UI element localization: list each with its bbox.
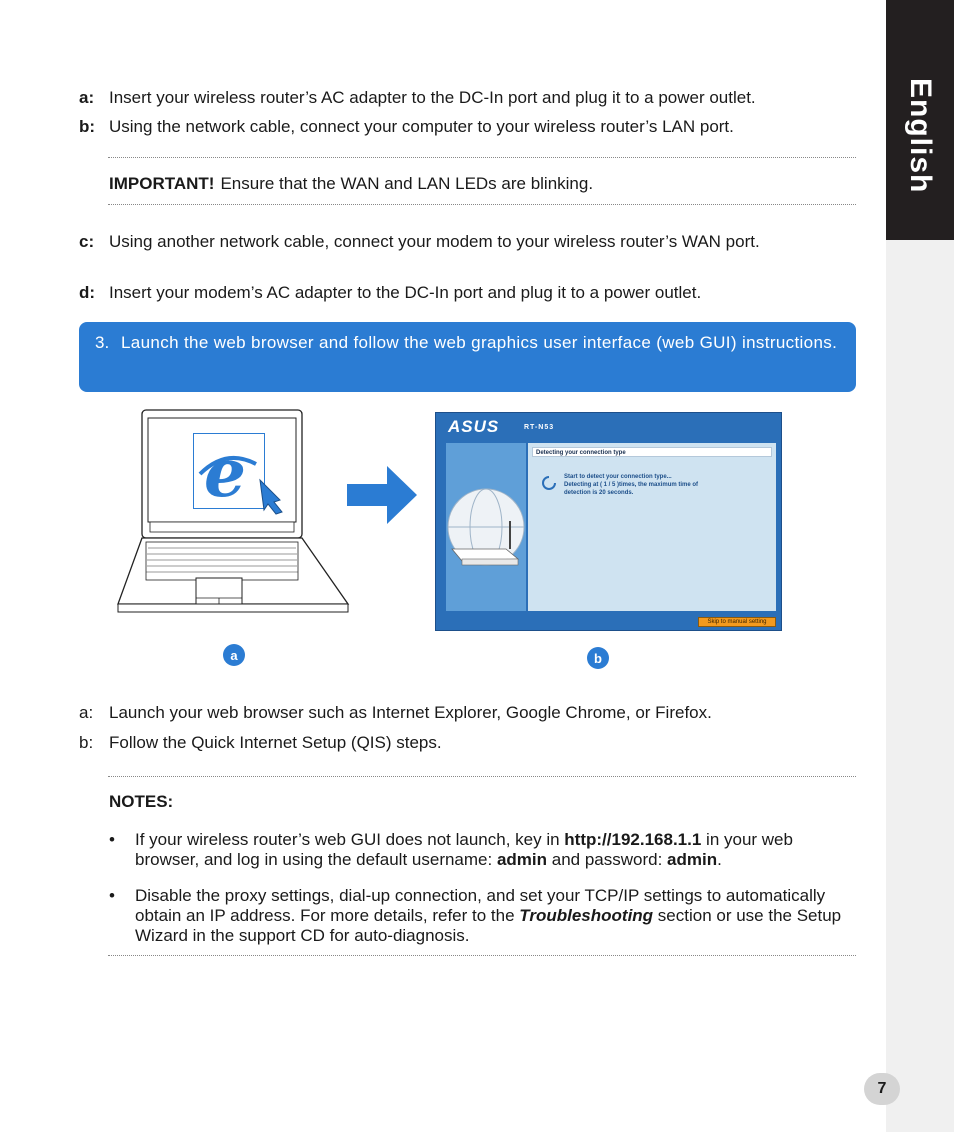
divider	[108, 204, 856, 205]
divider	[108, 157, 856, 158]
router-url: http://192.168.1.1	[564, 830, 702, 849]
note-fragment: If your wireless router’s web GUI does not launch, key in	[135, 830, 565, 849]
bullet-dot: •	[109, 886, 115, 905]
note-text	[135, 886, 857, 946]
arrow-right-icon	[347, 466, 417, 524]
default-password: admin	[667, 850, 718, 869]
note-fragment: and password:	[547, 850, 668, 869]
step-a	[79, 88, 859, 108]
step-text: Using the network cable, connect your computer to your wireless router’s LAN port.	[109, 117, 734, 136]
note-item	[109, 886, 857, 946]
svg-text:e: e	[204, 438, 246, 512]
figure-label-a: a	[223, 644, 245, 666]
divider	[108, 955, 856, 956]
step-b	[79, 117, 859, 137]
loading-spinner-icon	[542, 476, 556, 490]
note-fragment: section or use the Setup Wizard in the support CD for auto-diagnosis.	[135, 906, 842, 945]
asus-web-gui	[435, 412, 782, 631]
step-label: a:	[79, 88, 95, 107]
step-label: a:	[79, 703, 94, 722]
step-label: d:	[79, 283, 96, 302]
note-fragment: in your web browser, and log in using the default username:	[135, 830, 793, 869]
step-text: Insert your modem’s AC adapter to the DC-In port and plug it to a power outlet.	[109, 283, 702, 302]
step-text: Using another network cable, connect your modem to your wireless router’s WAN port.	[109, 232, 760, 251]
note-item	[109, 830, 857, 870]
step-text: Insert your wireless router’s AC adapter to the DC-In port and plug it to a power outlet.	[109, 88, 756, 107]
language-label: English	[904, 78, 937, 194]
step-label: c:	[79, 232, 95, 251]
important-note	[109, 174, 593, 194]
router-globe-illustration	[446, 443, 526, 611]
figure-label-b: b	[587, 647, 609, 669]
important-text: Ensure that the WAN and LAN LEDs are blinking.	[220, 174, 594, 193]
gui-message	[564, 473, 764, 497]
notes-title: NOTES:	[109, 792, 174, 811]
step-label: b:	[79, 117, 96, 136]
step-c	[79, 232, 859, 252]
important-label: IMPORTANT!	[109, 174, 215, 193]
gui-header	[436, 413, 781, 439]
gui-message-line: detection is 20 seconds.	[564, 490, 634, 496]
gui-illustration-panel	[446, 443, 526, 611]
gui-message-line: Start to detect your connection type...	[564, 474, 672, 480]
default-username: admin	[496, 850, 548, 869]
step-text: Follow the Quick Internet Setup (QIS) steps.	[109, 733, 442, 752]
step-number: 3.	[95, 333, 110, 352]
model-label: RT-N53	[524, 424, 555, 431]
gui-main-panel	[528, 443, 776, 611]
divider	[108, 776, 856, 777]
step-text: Launch your web browser such as Internet Explorer, Google Chrome, or Firefox.	[109, 703, 712, 722]
gui-message-line: Detecting at ( 1 / 5 )times, the maximum time of	[564, 482, 699, 488]
browser-icon	[198, 438, 288, 518]
note-text	[135, 830, 857, 870]
substep-b	[79, 733, 859, 753]
step-d	[79, 283, 859, 303]
step-3-banner	[79, 322, 856, 392]
note-fragment: Disable the proxy settings, dial-up connection, and set your TCP/IP settings to automatically obtain an IP address. For more details, refer to the	[135, 886, 826, 925]
bullet-dot: •	[109, 830, 115, 849]
troubleshooting-reference: Troubleshooting	[519, 906, 654, 925]
step-label: b:	[79, 733, 94, 752]
asus-logo: ASUS	[448, 417, 500, 436]
note-fragment: .	[717, 850, 722, 869]
skip-manual-setting-button[interactable]: Skip to manual setting	[698, 617, 776, 627]
page-number: 7	[864, 1073, 900, 1105]
substep-a	[79, 703, 859, 723]
banner-text: Launch the web browser and follow the web graphics user interface (web GUI) instructions.	[121, 333, 838, 352]
gui-title-bar: Detecting your connection type	[532, 447, 772, 457]
